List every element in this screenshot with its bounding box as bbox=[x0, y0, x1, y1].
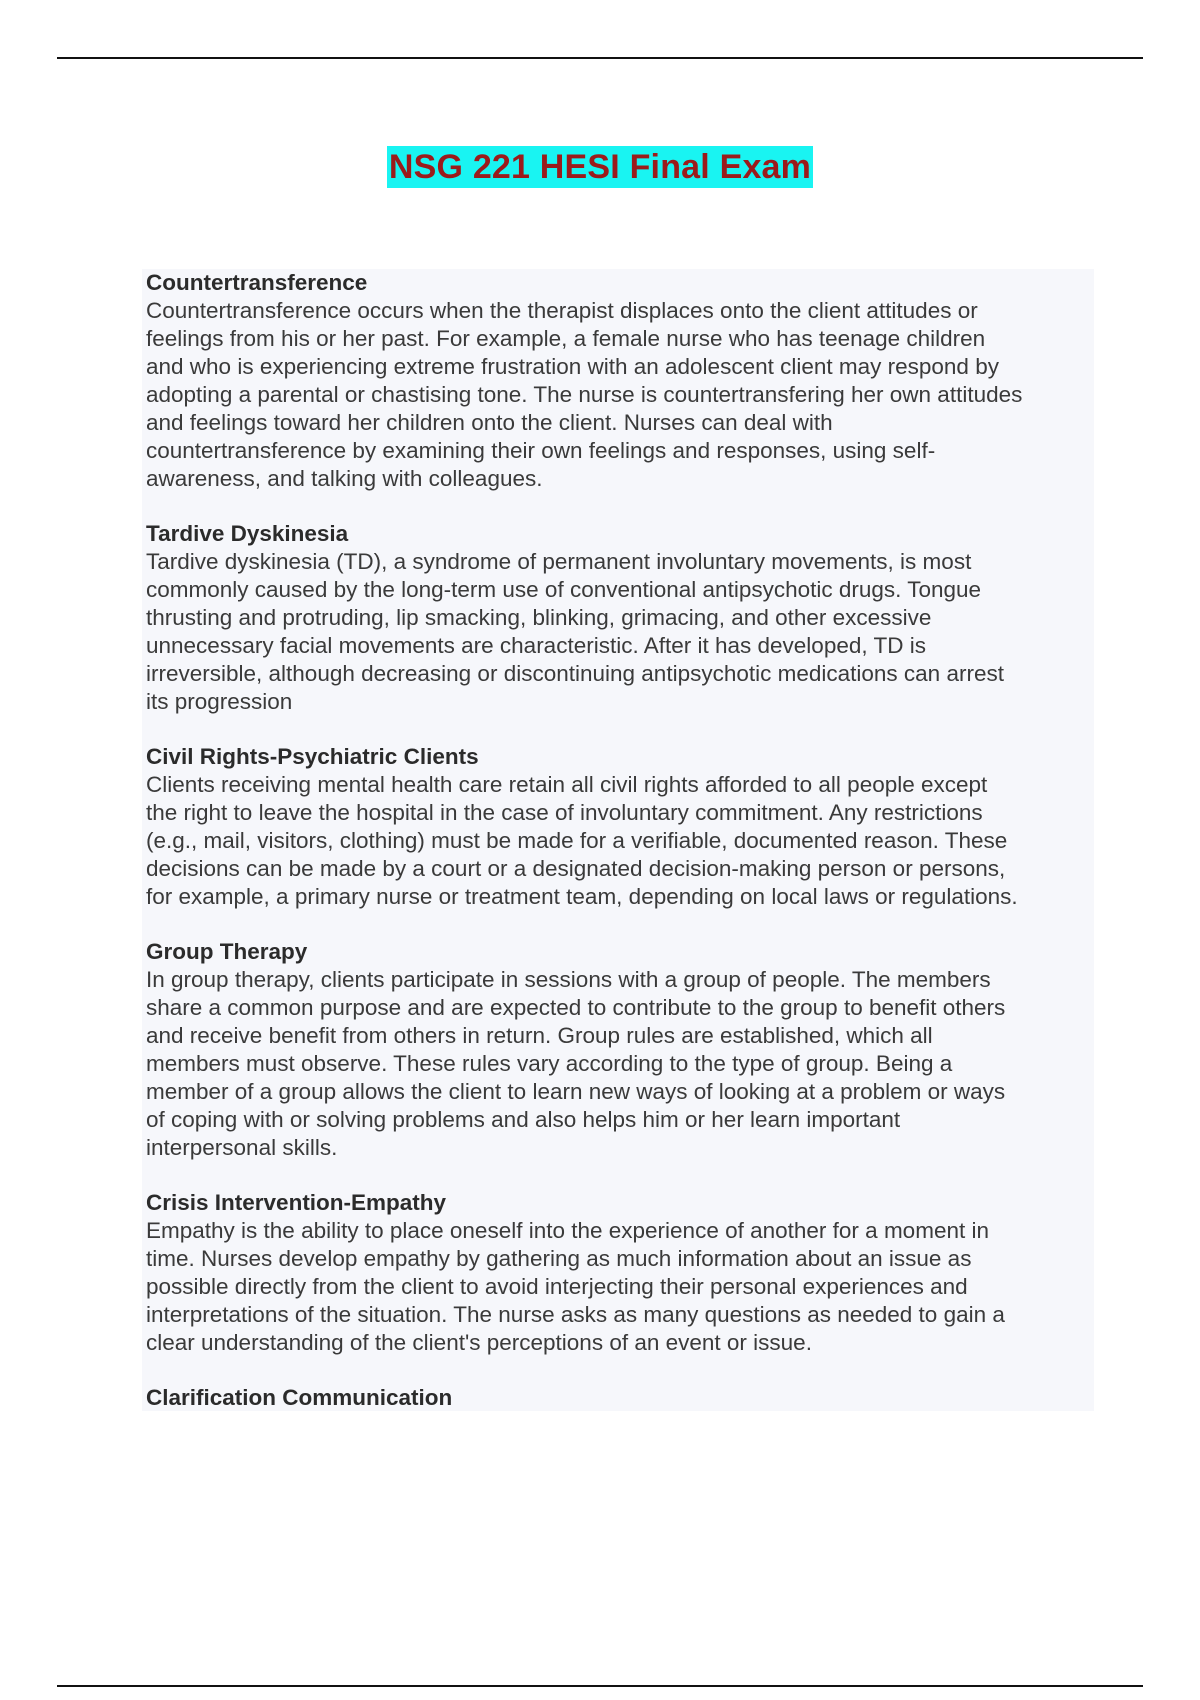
term-countertransference bbox=[146, 269, 1090, 493]
term-heading: Civil Rights-Psychiatric Clients bbox=[146, 744, 479, 769]
bottom-rule bbox=[57, 1685, 1143, 1687]
title-container bbox=[0, 146, 1200, 188]
term-definition: Tardive dyskinesia (TD), a syndrome of permanent involuntary movements, is most commonly caused by the long-term use of conventional antipsychotic drugs. Tongue thrusting and protruding, lip smacking, blinking, grimacing, and other excessive unnecessary facial movements are characteristic. After it has developed, TD is irreversible, although decreasing or discontinuing antipsychotic medications can arrest its progression bbox=[146, 549, 1004, 714]
term-definition: In group therapy, clients participate in sessions with a group of people. The members share a common purpose and are expected to contribute to the group to benefit others and receive benefit from others in return. Group rules are established, which all members must observe. These rules vary according to the type of group. Being a member of a group allows the client to learn new ways of looking at a problem or ways of coping with or solving problems and also helps him or her learn important interpersonal skills. bbox=[146, 967, 1006, 1160]
term-heading: Tardive Dyskinesia bbox=[146, 521, 349, 546]
term-definition: Countertransference occurs when the therapist displaces onto the client attitudes or feelings from his or her past. For example, a female nurse who has teenage children and who is experiencing extreme frustration with an adolescent client may respond by adopting a parental or chastising tone. The nurse is countertransfering her own attitudes and feelings toward her children onto the client. Nurses can deal with countertransference by examining their own feelings and responses, using self- awareness, and talking with colleagues. bbox=[146, 298, 1023, 491]
term-heading: Group Therapy bbox=[146, 939, 308, 964]
term-heading: Crisis Intervention-Empathy bbox=[146, 1190, 447, 1215]
term-group-therapy bbox=[146, 938, 1090, 1162]
top-rule bbox=[57, 57, 1143, 59]
term-crisis-intervention bbox=[146, 1189, 1090, 1357]
term-definition: Empathy is the ability to place oneself into the experience of another for a moment in time. Nurses develop empathy by gathering as much information about an issue as possible directly from the client to avoid interjecting their personal experiences and interpretations of the situation. The nurse asks as many questions as needed to gain a clear understanding of the client's perceptions of an event or issue. bbox=[146, 1218, 1005, 1355]
term-tardive-dyskinesia bbox=[146, 520, 1090, 716]
term-clarification bbox=[146, 1384, 1090, 1412]
term-civil-rights bbox=[146, 743, 1090, 911]
term-heading: Clarification Communication bbox=[146, 1385, 453, 1410]
term-definition: Clients receiving mental health care retain all civil rights afforded to all people except the right to leave the hospital in the case of involuntary commitment. Any restrictions (e.g., mail, visitors, clothing) must be made for a verifiable, documented reason. These decisions can be made by a court or a designated decision-making person or persons, for example, a primary nurse or treatment team, depending on local laws or regulations. bbox=[146, 772, 1018, 909]
page-title: NSG 221 HESI Final Exam bbox=[388, 148, 812, 186]
term-heading: Countertransference bbox=[146, 270, 368, 295]
content-area bbox=[142, 269, 1094, 1411]
